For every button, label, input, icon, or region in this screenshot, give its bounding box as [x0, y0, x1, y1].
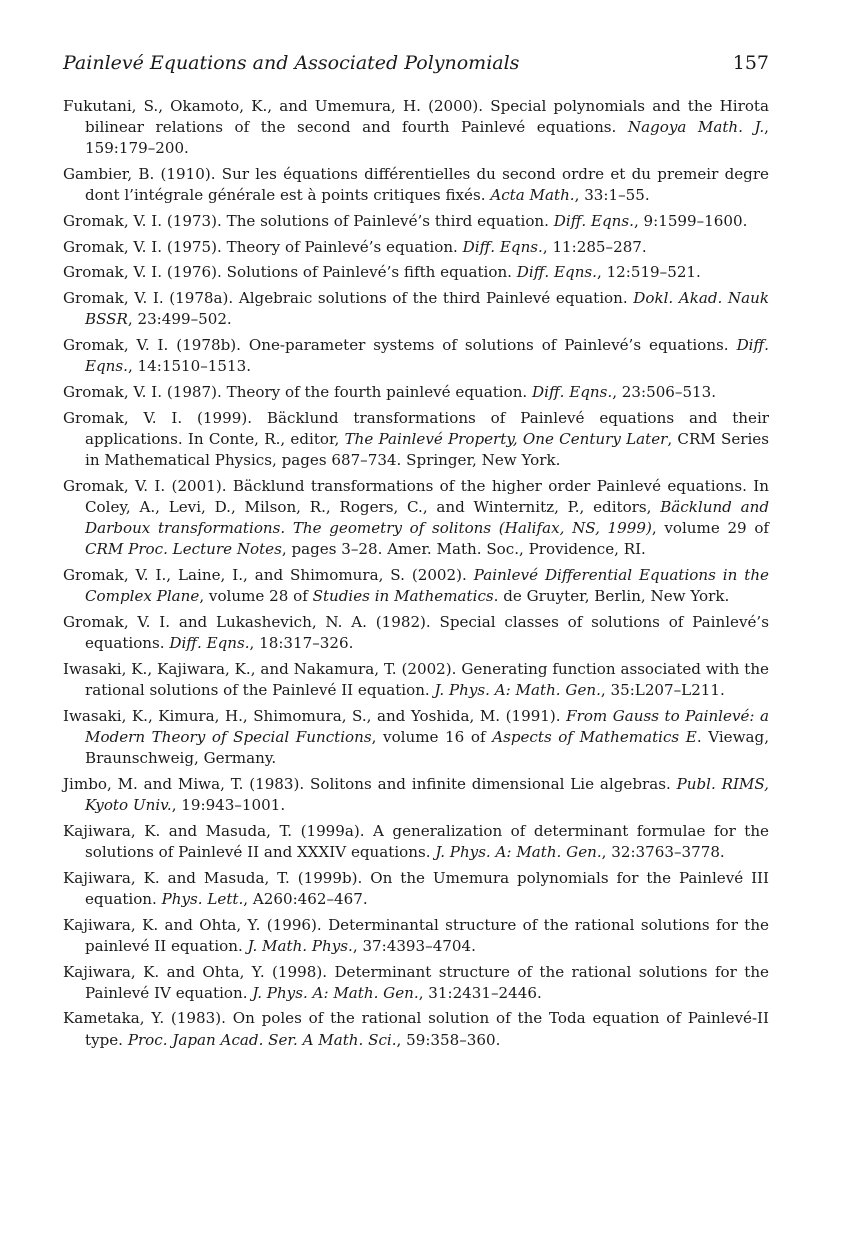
reference-item: Iwasaki, K., Kajiwara, K., and Nakamura, T. (2002). Generating function associated with the rational solutions of the Painlevé II equation. J. Phys. A: Math. Gen., 35:L207–L211.: [63, 659, 769, 700]
reference-item: Kajiwara, K. and Ohta, Y. (1996). Determinantal structure of the rational solutions for the painlevé II equation. J. Math. Phys., 37:4393–4704.: [63, 915, 769, 955]
reference-item: Gromak, V. I. (1978a). Algebraic solutions of the third Painlevé equation. Dokl. Akad. Nauk BSSR, 23:499–502.: [63, 289, 769, 329]
reference-item: Kajiwara, K. and Masuda, T. (1999a). A generalization of determinant formulae for the solutions of Painlevé II and XXXIV equations. J. Phys. A: Math. Gen., 32:3763–3778.: [63, 821, 769, 861]
reference-item: Gromak, V. I. (1976). Solutions of Painlevé’s fifth equation. Diff. Eqns., 12:519–521.: [63, 263, 701, 282]
reference-item: Fukutani, S., Okamoto, K., and Umemura, H. (2000). Special polynomials and the Hirota bilinear relations of the second and fourth Painlevé equations. Nagoya Math. J., 159:179–200.: [63, 97, 769, 158]
reference-item: Gromak, V. I. (1999). Bäcklund transformations of Painlevé equations and their applications. In Conte, R., editor, The Painlevé Property, One Century Later, CRM Series in Mathematical Physics, pages 687–734. Springer, New York.: [63, 408, 769, 470]
running-title: Painlevé Equations and Associated Polynomials: [63, 52, 520, 74]
reference-item: Gromak, V. I. (1978b). One-parameter systems of solutions of Painlevé’s equations. Diff. Eqns., 14:1510–1513.: [63, 336, 769, 376]
reference-item: Iwasaki, K., Kimura, H., Shimomura, S., and Yoshida, M. (1991). From Gauss to Painlevé: a Modern Theory of Special Functions, volume 16 of Aspects of Mathematics E. Viewag, Braunschweig, Germany.: [63, 706, 769, 768]
running-header: [63, 52, 769, 82]
reference-item: Kajiwara, K. and Masuda, T. (1999b). On the Umemura polynomials for the Painlevé III equation. Phys. Lett., A260:462–467.: [63, 868, 769, 908]
reference-item: Jimbo, M. and Miwa, T. (1983). Solitons and infinite dimensional Lie algebras. Publ. RIMS, Kyoto Univ., 19:943–1001.: [63, 774, 769, 815]
reference-item: Gromak, V. I. (1975). Theory of Painlevé’s equation. Diff. Eqns., 11:285–287.: [63, 237, 647, 256]
reference-item: Kajiwara, K. and Ohta, Y. (1998). Determinant structure of the rational solutions for the Painlevé IV equation. J. Phys. A: Math. Gen., 31:2431–2446.: [63, 962, 769, 1002]
reference-item: Gromak, V. I., Laine, I., and Shimomura, S. (2002). Painlevé Differential Equations in the Complex Plane, volume 28 of Studies in Mathematics. de Gruyter, Berlin, New York.: [63, 566, 769, 606]
reference-item: Gromak, V. I. (1973). The solutions of Painlevé’s third equation. Diff. Eqns., 9:1599–1600.: [63, 212, 748, 231]
reference-item: Gambier, B. (1910). Sur les équations différentielles du second ordre et du premeir degre dont l’intégrale générale est à points critiques fixés. Acta Math., 33:1–55.: [63, 165, 769, 205]
reference-item: Gromak, V. I. (1987). Theory of the fourth painlevé equation. Diff. Eqns., 23:506–513.: [63, 382, 717, 401]
reference-item: Kametaka, Y. (1983). On poles of the rational solution of the Toda equation of Painlevé-II type. Proc. Japan Acad. Ser. A Math. Sci., 59:358–360.: [63, 1009, 769, 1049]
reference-item: Gromak, V. I. (2001). Bäcklund transformations of the higher order Painlevé equations. In Coley, A., Levi, D., Milson, R., Rogers, C., and Winternitz, P., editors, Bäcklund and Darboux transformations. The geometry of solitons (Halifax, NS, 1999), volume 29 of CRM Proc. Lecture Notes, pages 3–28. Amer. Math. Soc., Providence, RI.: [63, 476, 769, 559]
reference-item: Gromak, V. I. and Lukashevich, N. A. (1982). Special classes of solutions of Painlevé’s equations. Diff. Eqns., 18:317–326.: [63, 612, 769, 653]
reference-list: [63, 96, 769, 1055]
page-number: 157: [732, 52, 769, 74]
